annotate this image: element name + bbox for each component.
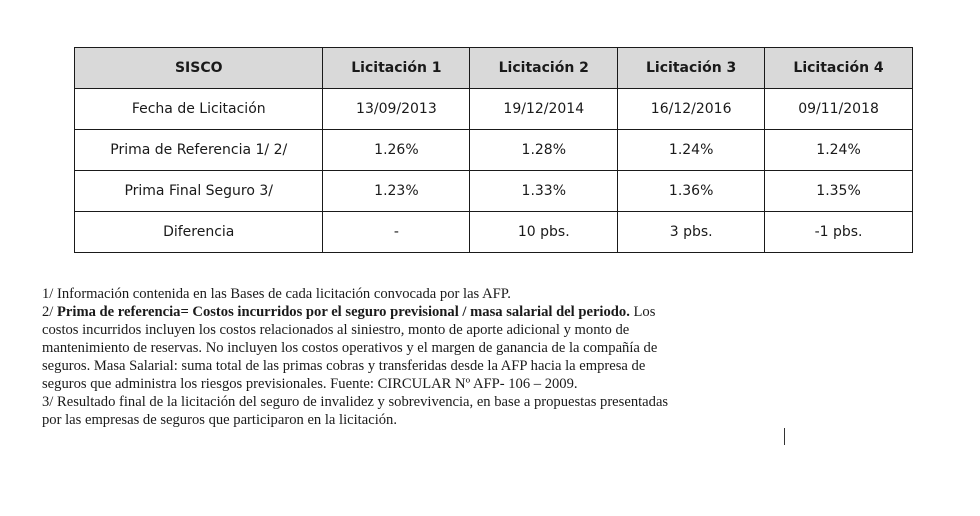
footnote-2-rest: Los — [629, 304, 656, 320]
header-licitacion-2: Licitación 2 — [470, 48, 618, 89]
table-cell: 1.24% — [765, 130, 913, 171]
table-cell: 13/09/2013 — [323, 89, 470, 130]
footnote-2-line-1 — [42, 303, 782, 321]
footnote-3-line-2: por las empresas de seguros que participaron en la licitación. — [42, 412, 397, 428]
table-cell: 3 pbs. — [618, 212, 765, 253]
footnote-1: 1/ Información contenida en las Bases de cada licitación convocada por las AFP. — [42, 286, 511, 302]
table-cell: 19/12/2014 — [470, 89, 618, 130]
header-sisco: SISCO — [75, 48, 323, 89]
table-row — [75, 212, 913, 253]
sisco-table — [74, 47, 913, 253]
footnote-2-line-3: mantenimiento de reservas. No incluyen los costos operativos y el margen de ganancia de la compañía de — [42, 340, 658, 356]
table-cell: 09/11/2018 — [765, 89, 913, 130]
table-cell: 1.35% — [765, 171, 913, 212]
row-label: Fecha de Licitación — [75, 89, 323, 130]
row-label: Diferencia — [75, 212, 323, 253]
table-cell: 16/12/2016 — [618, 89, 765, 130]
table-row — [75, 130, 913, 171]
table-cell: 1.33% — [470, 171, 618, 212]
text-cursor — [784, 428, 785, 445]
table-cell: -1 pbs. — [765, 212, 913, 253]
table-cell: 1.36% — [618, 171, 765, 212]
table-cell: 10 pbs. — [470, 212, 618, 253]
row-label: Prima de Referencia 1/ 2/ — [75, 130, 323, 171]
table-cell: - — [323, 212, 470, 253]
table-header-row — [75, 48, 913, 89]
footnote-2-line-2: costos incurridos incluyen los costos relacionados al siniestro, monto de aporte adicional y monto de — [42, 322, 630, 338]
table-row — [75, 89, 913, 130]
footnote-2-line-5: seguros que administra los riesgos previsionales. Fuente: CIRCULAR Nº AFP- 106 – 2009. — [42, 376, 578, 392]
footnote-2-bold: Prima de referencia= Costos incurridos por el seguro previsional / masa salarial del periodo. — [57, 304, 630, 320]
table-cell: 1.24% — [618, 130, 765, 171]
table-row — [75, 171, 913, 212]
table-cell: 1.28% — [470, 130, 618, 171]
header-licitacion-3: Licitación 3 — [618, 48, 765, 89]
table-cell: 1.26% — [323, 130, 470, 171]
header-licitacion-4: Licitación 4 — [765, 48, 913, 89]
table-cell: 1.23% — [323, 171, 470, 212]
footnote-3-line-1: 3/ Resultado final de la licitación del seguro de invalidez y sobrevivencia, en base a propuestas presentadas — [42, 394, 669, 410]
footnote-2-line-4: seguros. Masa Salarial: suma total de las primas cobras y transferidas desde la AFP hacia la empresa de — [42, 358, 646, 374]
header-licitacion-1: Licitación 1 — [323, 48, 470, 89]
footnotes — [42, 285, 782, 429]
footnote-2-prefix: 2/ — [42, 304, 57, 320]
row-label: Prima Final Seguro 3/ — [75, 171, 323, 212]
